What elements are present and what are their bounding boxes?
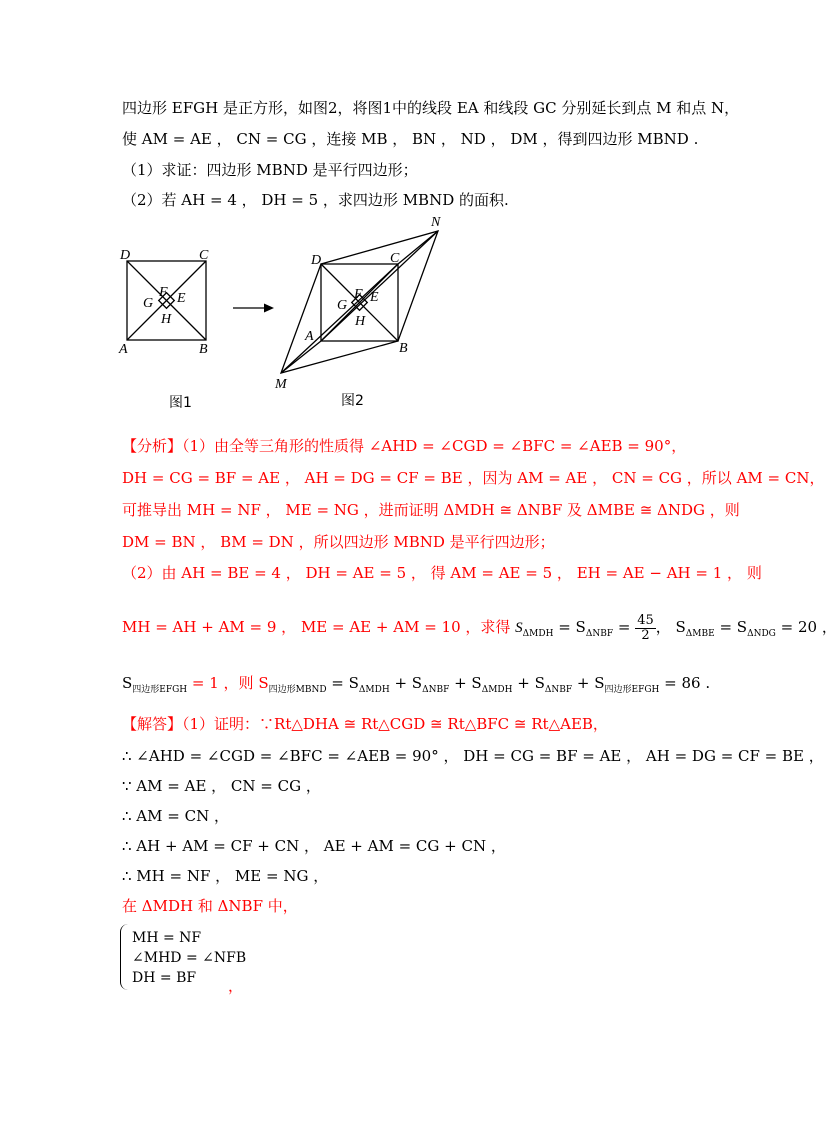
fig2-label-m: M	[275, 377, 287, 392]
fig1-label-b: B	[199, 342, 208, 357]
fig2-label-b: B	[399, 341, 408, 356]
area-symbol: = S	[553, 618, 586, 636]
area-subscript: 四边形EFGH	[132, 685, 188, 695]
fraction-45-over-2	[635, 614, 656, 643]
solution-line-7: 在 ΔMDH 和 ΔNBF 中，	[122, 897, 298, 915]
solution-line-6: ∴ MH = NF ， ME = NG ，	[122, 867, 329, 885]
area-subscript: ΔMDH	[481, 685, 513, 695]
area-value: = 20 ，	[775, 618, 837, 636]
area-subscript: ΔNBF	[422, 685, 450, 695]
area-subscript: 四边形MBND	[268, 685, 327, 695]
fig1-label-f: F	[159, 285, 168, 300]
fig2-label-g: G	[337, 298, 348, 313]
area-symbol: = S	[326, 674, 359, 692]
problem-line-1: 四边形 EFGH 是正方形，如图2，将图1中的线段 EA 和线段 GC 分别延长到点 M 和点 N，	[122, 99, 740, 117]
analysis-line-6	[122, 613, 837, 648]
fig1-label-c: C	[199, 248, 209, 263]
fig1-label-a: A	[119, 342, 128, 357]
solution-heading: 【解答】（1）证明：∵Rt△DHA ≅ Rt△CGD ≅ Rt△BFC ≅ Rt△AEB，	[122, 715, 608, 733]
solution-line-4: ∴ AM = CN ，	[122, 807, 229, 825]
figure-1	[127, 261, 206, 340]
analysis-line-7	[122, 673, 710, 700]
area-subscript: ΔMDH	[522, 629, 554, 639]
area-symbol: + S	[512, 674, 545, 692]
fraction-numerator: 45	[637, 612, 654, 628]
fraction-denominator: 2	[641, 627, 650, 643]
solution-line-5: ∴ AH + AM = CF + CN ， AE + AM = CG + CN ，	[122, 837, 506, 855]
area-subscript: ΔNDG	[747, 629, 776, 639]
fig1-label-h: H	[161, 312, 172, 327]
arrow-icon	[233, 304, 274, 313]
system-brace	[120, 924, 131, 990]
area-symbol: = S	[714, 618, 748, 636]
fig2-label-f: F	[354, 287, 363, 302]
fig2-label-a: A	[305, 329, 314, 344]
area-text: = 1 ，则 S	[187, 674, 269, 692]
analysis-line-3: 可推导出 MH = NF ， ME = NG ，进而证明 ΔMDH ≅ ΔNBF 及 ΔMBE ≅ ΔNDG ，则	[122, 501, 740, 519]
area-subscript: ΔMDH	[358, 685, 390, 695]
analysis-line-2: DH = CG = BF = AE ， AH = DG = CF = BE ，因为 AM = AE ， CN = CG ，所以 AM = CN，	[122, 469, 825, 487]
fig2-caption: 图2	[341, 393, 364, 409]
fig2-label-h: H	[355, 314, 366, 329]
area-subscript: ΔMBE	[685, 629, 715, 639]
solution-line-2: ∴ ∠AHD = ∠CGD = ∠BFC = ∠AEB = 90° ， DH = CG = BF = AE ， AH = DG = CF = BE ，	[122, 747, 824, 765]
fig1-label-e: E	[177, 291, 186, 306]
fig2-label-c: C	[390, 251, 400, 266]
geometry-figures	[0, 210, 800, 415]
system-eq-1: MH = NF	[132, 930, 202, 946]
figure-2-labels	[274, 215, 441, 392]
fig2-label-n: N	[431, 215, 441, 230]
problem-line-2: 使 AM = AE ， CN = CG ，连接 MB ， BN ， ND ， DM ，得到四边形 MBND .	[122, 130, 699, 148]
analysis-line-6-text: MH = AH + AM = 9 ， ME = AE + AM = 10 ，求得	[122, 618, 511, 636]
question-2: （2）若 AH = 4 ， DH = 5 ，求四边形 MBND 的面积.	[122, 191, 509, 209]
area-symbol: + S	[572, 674, 605, 692]
system-end-comma: ，	[228, 977, 244, 995]
area-subscript: ΔNBF	[544, 685, 573, 695]
area-subscript: 四边形EFGH	[604, 685, 660, 695]
system-eq-2: ∠MHD = ∠NFB	[132, 950, 247, 966]
fig1-caption: 图1	[169, 395, 192, 411]
figure-2	[281, 231, 438, 373]
analysis-line-1: 【分析】（1）由全等三角形的性质得 ∠AHD = ∠CGD = ∠BFC = ∠AEB = 90°，	[122, 437, 687, 455]
area-symbol: S	[515, 620, 523, 636]
fig2-label-d: D	[311, 253, 322, 268]
area-symbol: + S	[389, 674, 423, 692]
area-value: = 86 .	[659, 674, 711, 692]
system-eq-3: DH = BF	[132, 970, 197, 986]
fig1-label-g: G	[143, 296, 154, 311]
analysis-line-5: （2）由 AH = BE = 4 ， DH = AE = 5 ， 得 AM = AE = 5 ， EH = AE − AH = 1 ， 则	[122, 564, 762, 582]
question-1: （1）求证：四边形 MBND 是平行四边形；	[122, 161, 418, 179]
fig1-label-d: D	[120, 248, 131, 263]
area-symbol: + S	[449, 674, 482, 692]
area-symbol: ， S	[655, 618, 686, 636]
area-symbol: S	[122, 674, 133, 692]
analysis-line-4: DM = BN ， BM = DN ，所以四边形 MBND 是平行四边形；	[122, 533, 555, 551]
area-subscript: ΔNBF	[585, 629, 614, 639]
solution-line-1	[122, 714, 608, 734]
fig2-label-e: E	[370, 290, 379, 305]
equals-sign: =	[613, 618, 636, 636]
solution-line-3: ∵ AM = AE ， CN = CG ，	[122, 777, 321, 795]
